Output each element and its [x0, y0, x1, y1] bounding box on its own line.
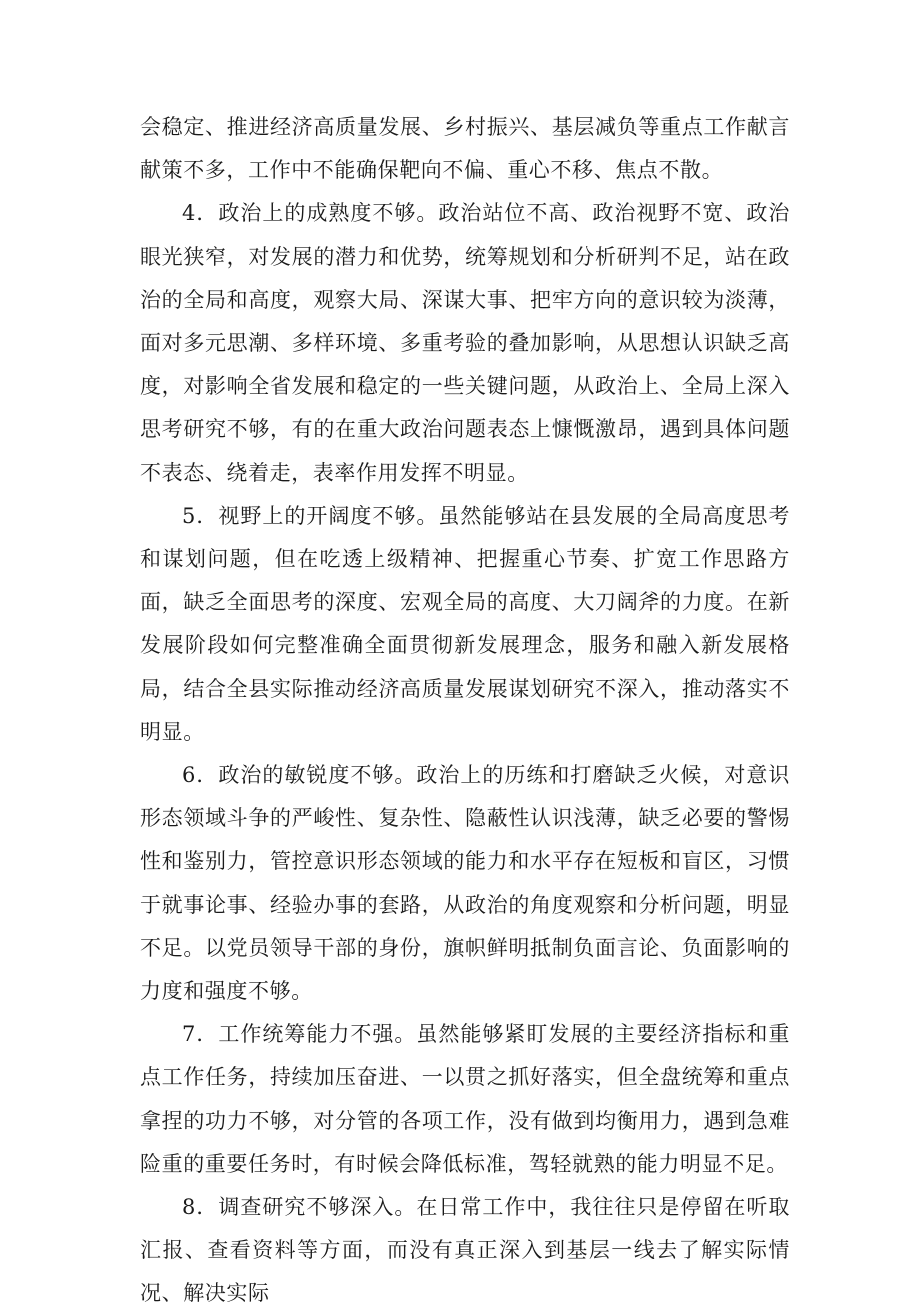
- paragraph-item-5: 5．视野上的开阔度不够。虽然能够站在县发展的全局高度思考和谋划问题，但在吃透上级精神、把握重心节奏、扩宽工作思路方面，缺乏全面思考的深度、宏观全局的高度、大刀阔斧的力度。在新发展阶段如何完整准确全面贯彻新发展理念，服务和融入新发展格局，结合全县实际推动经济高质量发展谋划研究不深入，推动落实不明显。: [140, 503, 790, 744]
- paragraph-item-6: 6．政治的敏锐度不够。政治上的历练和打磨缺乏火候，对意识形态领域斗争的严峻性、复杂性、隐蔽性认识浅薄，缺乏必要的警惕性和鉴别力，管控意识形态领域的能力和水平存在短板和盲区，习惯于就事论事、经验办事的套路，从政治的角度观察和分析问题，明显不足。以党员领导干部的身份，旗帜鲜明抵制负面言论、负面影响的力度和强度不够。: [140, 763, 790, 1004]
- document-body: [140, 106, 790, 1316]
- paragraph-continuation: 会稳定、推进经济高质量发展、乡村振兴、基层减负等重点工作献言献策不多，工作中不能确保靶向不偏、重心不移、焦点不散。: [140, 115, 790, 183]
- paragraph-item-4: 4．政治上的成熟度不够。政治站位不高、政治视野不宽、政治眼光狭窄，对发展的潜力和优势，统筹规划和分析研判不足，站在政治的全局和高度，观察大局、深谋大事、把牢方向的意识较为淡薄，面对多元思潮、多样环境、多重考验的叠加影响，从思想认识缺乏高度，对影响全省发展和稳定的一些关键问题，从政治上、全局上深入思考研究不够，有的在重大政治问题表态上慷慨激昂，遇到具体问题不表态、绕着走，表率作用发挥不明显。: [140, 201, 790, 485]
- paragraph-item-8: 8．调查研究不够深入。在日常工作中，我往往只是停留在听取汇报、查看资料等方面，而没有真正深入到基层一线去了解实际情况、解决实际: [140, 1195, 790, 1306]
- paragraph-item-7: 7．工作统筹能力不强。虽然能够紧盯发展的主要经济指标和重点工作任务，持续加压奋进、一以贯之抓好落实，但全盘统筹和重点拿捏的功力不够，对分管的各项工作，没有做到均衡用力，遇到急难险重的重要任务时，有时候会降低标准，驾轻就熟的能力明显不足。: [140, 1022, 790, 1176]
